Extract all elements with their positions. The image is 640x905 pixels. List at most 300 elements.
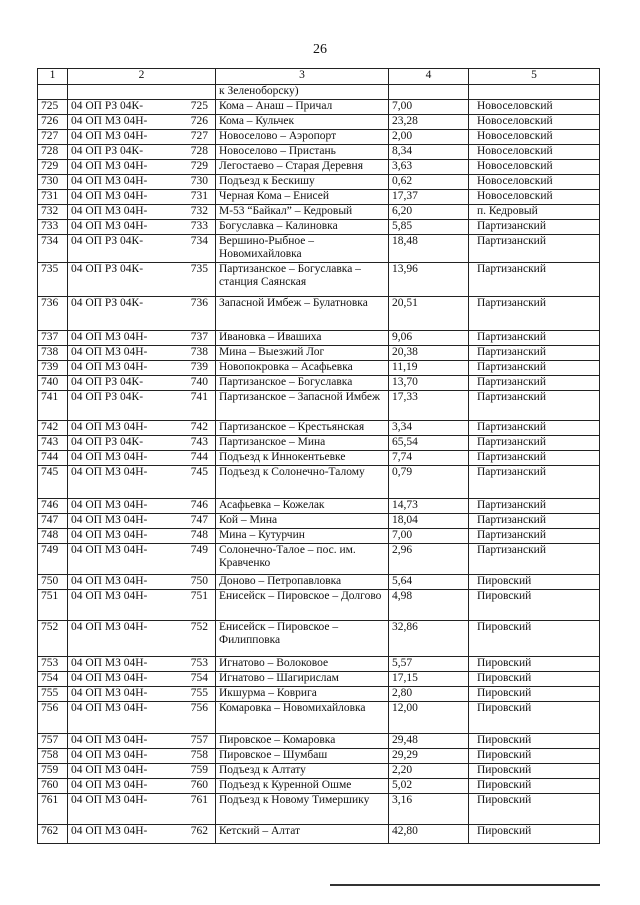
cell-code [68, 749, 216, 764]
table-row [38, 421, 600, 436]
road-number: 762 [190, 825, 208, 837]
cell-code [68, 779, 216, 794]
cell-district [469, 85, 600, 100]
cell-district: Партизанский [469, 514, 600, 529]
road-number: 758 [190, 749, 208, 761]
cell-district: Новоселовский [469, 145, 600, 160]
cell-index: 725 [38, 100, 68, 115]
cell-length: 18,04 [389, 514, 469, 529]
cell-index: 729 [38, 160, 68, 175]
cell-road-name: к Зеленоборску) [216, 85, 389, 100]
cell-road-name: Игнатово – Волоковое [216, 657, 389, 672]
cell-length: 7,74 [389, 451, 469, 466]
cell-length: 7,00 [389, 529, 469, 544]
road-number: 737 [190, 331, 208, 343]
cell-length: 3,63 [389, 160, 469, 175]
cell-index: 735 [38, 263, 68, 297]
road-number: 726 [190, 115, 208, 127]
cell-district: Пировский [469, 575, 600, 590]
road-code: 04 ОП МЗ 04Н- [71, 825, 148, 837]
road-number: 753 [190, 657, 208, 669]
cell-road-name: Пировское – Шумбаш [216, 749, 389, 764]
cell-road-name: Черная Кома – Енисей [216, 190, 389, 205]
cell-district: Партизанский [469, 331, 600, 346]
cell-length: 20,51 [389, 297, 469, 331]
road-code: 04 ОП РЗ 04К- [71, 263, 144, 275]
cell-index: 750 [38, 575, 68, 590]
road-code: 04 ОП РЗ 04К- [71, 145, 144, 157]
cell-road-name: Легостаево – Старая Деревня [216, 160, 389, 175]
cell-index: 740 [38, 376, 68, 391]
cell-road-name: Кетский – Алтат [216, 825, 389, 844]
road-code: 04 ОП МЗ 04Н- [71, 421, 148, 433]
cell-index: 742 [38, 421, 68, 436]
cell-length: 2,80 [389, 687, 469, 702]
cell-index: 752 [38, 621, 68, 657]
road-code: 04 ОП МЗ 04Н- [71, 346, 148, 358]
header-cell: 2 [68, 69, 216, 85]
cell-district: Пировский [469, 590, 600, 621]
cell-index: 760 [38, 779, 68, 794]
header-row [38, 69, 600, 85]
cell-road-name: Кома – Анаш – Причал [216, 100, 389, 115]
cell-length: 4,98 [389, 590, 469, 621]
cell-length: 65,54 [389, 436, 469, 451]
cell-code [68, 100, 216, 115]
cell-index [38, 85, 68, 100]
table-row [38, 190, 600, 205]
cell-road-name: Партизанское – Богуславка [216, 376, 389, 391]
cell-code [68, 346, 216, 361]
road-code: 04 ОП МЗ 04Н- [71, 779, 148, 791]
road-code: 04 ОП МЗ 04Н- [71, 220, 148, 232]
cell-code [68, 466, 216, 499]
cell-length: 9,06 [389, 331, 469, 346]
cell-road-name: Енисейск – Пировское – Филипповка [216, 621, 389, 657]
cell-district: Партизанский [469, 346, 600, 361]
cell-index: 761 [38, 794, 68, 825]
cell-code [68, 145, 216, 160]
table-row [38, 160, 600, 175]
table-row [38, 220, 600, 235]
cell-code [68, 621, 216, 657]
cell-length: 17,33 [389, 391, 469, 421]
road-number: 733 [190, 220, 208, 232]
cell-code [68, 575, 216, 590]
cell-code [68, 436, 216, 451]
cell-district: Партизанский [469, 220, 600, 235]
road-code: 04 ОП МЗ 04Н- [71, 190, 148, 202]
road-code: 04 ОП МЗ 04Н- [71, 130, 148, 142]
road-code: 04 ОП МЗ 04Н- [71, 749, 148, 761]
cell-code [68, 130, 216, 145]
cell-district: Партизанский [469, 361, 600, 376]
road-code: 04 ОП МЗ 04Н- [71, 764, 148, 776]
cell-length: 6,20 [389, 205, 469, 220]
cell-road-name: Новоселово – Пристань [216, 145, 389, 160]
cell-length: 5,64 [389, 575, 469, 590]
cell-road-name: Асафьевка – Кожелак [216, 499, 389, 514]
cell-road-name: М-53 “Байкал” – Кедровый [216, 205, 389, 220]
table-row [38, 514, 600, 529]
cell-index: 728 [38, 145, 68, 160]
cell-index: 745 [38, 466, 68, 499]
cell-index: 755 [38, 687, 68, 702]
cell-index: 743 [38, 436, 68, 451]
cell-length: 5,02 [389, 779, 469, 794]
cell-code [68, 544, 216, 575]
cell-district: Пировский [469, 779, 600, 794]
cell-code [68, 825, 216, 844]
road-code: 04 ОП МЗ 04Н- [71, 621, 148, 633]
table-row [38, 764, 600, 779]
cell-district: Партизанский [469, 376, 600, 391]
table-row [38, 702, 600, 734]
cell-district: Партизанский [469, 451, 600, 466]
cell-district: Пировский [469, 621, 600, 657]
cell-code [68, 85, 216, 100]
cell-length: 3,16 [389, 794, 469, 825]
road-number: 729 [190, 160, 208, 172]
cell-district: Новоселовский [469, 190, 600, 205]
road-code: 04 ОП РЗ 04К- [71, 100, 144, 112]
table-row [38, 621, 600, 657]
cell-road-name: Партизанское – Запасной Имбеж [216, 391, 389, 421]
table-row [38, 734, 600, 749]
cell-road-name: Подъезд к Иннокентьевке [216, 451, 389, 466]
cell-index: 749 [38, 544, 68, 575]
cell-district: Пировский [469, 749, 600, 764]
road-code: 04 ОП МЗ 04Н- [71, 672, 148, 684]
road-number: 740 [190, 376, 208, 388]
header-cell: 5 [469, 69, 600, 85]
cell-length: 29,48 [389, 734, 469, 749]
cell-index: 753 [38, 657, 68, 672]
table-row [38, 391, 600, 421]
cell-index: 734 [38, 235, 68, 263]
road-code: 04 ОП МЗ 04Н- [71, 590, 148, 602]
cell-district: Пировский [469, 825, 600, 844]
cell-district: Партизанский [469, 544, 600, 575]
header-cell: 3 [216, 69, 389, 85]
table-body [38, 85, 600, 844]
cell-length: 23,28 [389, 115, 469, 130]
cell-road-name: Подъезд к Бескишу [216, 175, 389, 190]
table-row [38, 361, 600, 376]
road-number: 736 [190, 297, 208, 309]
cell-road-name: Мина – Кутурчин [216, 529, 389, 544]
cell-district: Новоселовский [469, 130, 600, 145]
cell-road-name: Мина – Выезжий Лог [216, 346, 389, 361]
cell-code [68, 297, 216, 331]
cell-road-name: Игнатово – Шагирислам [216, 672, 389, 687]
cell-district: Пировский [469, 734, 600, 749]
road-number: 754 [190, 672, 208, 684]
road-number: 746 [190, 499, 208, 511]
cell-code [68, 687, 216, 702]
table-row [38, 145, 600, 160]
road-number: 732 [190, 205, 208, 217]
cell-length: 12,00 [389, 702, 469, 734]
cell-road-name: Икшурма – Коврига [216, 687, 389, 702]
table-row [38, 376, 600, 391]
cell-road-name: Ивановка – Ивашиха [216, 331, 389, 346]
cell-length: 17,15 [389, 672, 469, 687]
cell-district: Новоселовский [469, 175, 600, 190]
cell-index: 736 [38, 297, 68, 331]
road-code: 04 ОП МЗ 04Н- [71, 575, 148, 587]
cell-index: 731 [38, 190, 68, 205]
cell-district: Пировский [469, 657, 600, 672]
cell-road-name: Солонечно-Талое – пос. им. Кравченко [216, 544, 389, 575]
cell-code [68, 190, 216, 205]
cell-district: Пировский [469, 702, 600, 734]
table-row [38, 297, 600, 331]
road-number: 751 [190, 590, 208, 602]
cell-index: 726 [38, 115, 68, 130]
road-code: 04 ОП МЗ 04Н- [71, 331, 148, 343]
road-number: 728 [190, 145, 208, 157]
road-number: 725 [190, 100, 208, 112]
cell-road-name: Новопокровка – Асафьевка [216, 361, 389, 376]
cell-length: 0,62 [389, 175, 469, 190]
cell-index: 741 [38, 391, 68, 421]
road-number: 743 [190, 436, 208, 448]
road-number: 761 [190, 794, 208, 806]
cell-road-name: Новоселово – Аэропорт [216, 130, 389, 145]
cell-district: Новоселовский [469, 160, 600, 175]
cell-district: Партизанский [469, 499, 600, 514]
roads-table [37, 68, 600, 844]
cell-district: п. Кедровый [469, 205, 600, 220]
table-row [38, 100, 600, 115]
road-code: 04 ОП МЗ 04Н- [71, 466, 148, 478]
cell-code [68, 529, 216, 544]
table-row [38, 263, 600, 297]
road-code: 04 ОП МЗ 04Н- [71, 657, 148, 669]
cell-district: Пировский [469, 764, 600, 779]
table-row [38, 529, 600, 544]
cell-length: 13,96 [389, 263, 469, 297]
table-row [38, 794, 600, 825]
cell-district: Партизанский [469, 297, 600, 331]
road-code: 04 ОП МЗ 04Н- [71, 544, 148, 556]
road-number: 742 [190, 421, 208, 433]
cell-code [68, 331, 216, 346]
road-code: 04 ОП МЗ 04Н- [71, 205, 148, 217]
cell-index: 733 [38, 220, 68, 235]
road-code: 04 ОП РЗ 04К- [71, 235, 144, 247]
cell-road-name: Доново – Петропавловка [216, 575, 389, 590]
cell-length: 29,29 [389, 749, 469, 764]
table-row [38, 175, 600, 190]
road-number: 747 [190, 514, 208, 526]
road-number: 760 [190, 779, 208, 791]
cell-code [68, 702, 216, 734]
cell-length: 42,80 [389, 825, 469, 844]
header-cell: 1 [38, 69, 68, 85]
road-number: 739 [190, 361, 208, 373]
road-number: 752 [190, 621, 208, 633]
cell-district: Партизанский [469, 391, 600, 421]
road-number: 745 [190, 466, 208, 478]
cell-length: 2,20 [389, 764, 469, 779]
cell-length: 18,48 [389, 235, 469, 263]
cell-length: 0,79 [389, 466, 469, 499]
table-row [38, 451, 600, 466]
cell-code [68, 175, 216, 190]
road-number: 738 [190, 346, 208, 358]
road-code: 04 ОП МЗ 04Н- [71, 499, 148, 511]
cell-index: 746 [38, 499, 68, 514]
cell-length: 3,34 [389, 421, 469, 436]
cell-district: Партизанский [469, 263, 600, 297]
cell-district: Партизанский [469, 436, 600, 451]
cell-code [68, 764, 216, 779]
road-code: 04 ОП МЗ 04Н- [71, 451, 148, 463]
cell-index: 727 [38, 130, 68, 145]
cell-index: 748 [38, 529, 68, 544]
table-row [38, 346, 600, 361]
cell-district: Партизанский [469, 421, 600, 436]
cell-code [68, 421, 216, 436]
road-number: 748 [190, 529, 208, 541]
road-number: 756 [190, 702, 208, 714]
bottom-rule [330, 884, 600, 886]
road-number: 750 [190, 575, 208, 587]
table-row [38, 779, 600, 794]
cell-road-name: Енисейск – Пировское – Долгово [216, 590, 389, 621]
cell-index: 730 [38, 175, 68, 190]
cell-road-name: Вершино-Рыбное – Новомихайловка [216, 235, 389, 263]
cell-index: 737 [38, 331, 68, 346]
cell-road-name: Кой – Мина [216, 514, 389, 529]
cell-index: 739 [38, 361, 68, 376]
road-code: 04 ОП МЗ 04Н- [71, 734, 148, 746]
table-row [38, 575, 600, 590]
cell-code [68, 794, 216, 825]
table-row [38, 672, 600, 687]
road-number: 744 [190, 451, 208, 463]
table-row [38, 687, 600, 702]
cell-road-name: Пировское – Комаровка [216, 734, 389, 749]
road-number: 727 [190, 130, 208, 142]
road-code: 04 ОП МЗ 04Н- [71, 514, 148, 526]
road-code: 04 ОП РЗ 04К- [71, 376, 144, 388]
road-number: 757 [190, 734, 208, 746]
table-row [38, 235, 600, 263]
cell-index: 732 [38, 205, 68, 220]
cell-road-name: Партизанское – Крестьянская [216, 421, 389, 436]
cell-code [68, 361, 216, 376]
road-code: 04 ОП МЗ 04Н- [71, 115, 148, 127]
cell-length: 17,37 [389, 190, 469, 205]
table-row [38, 499, 600, 514]
cell-code [68, 657, 216, 672]
road-number: 759 [190, 764, 208, 776]
cell-code [68, 115, 216, 130]
cell-road-name: Партизанское – Мина [216, 436, 389, 451]
cell-road-name: Богуславка – Калиновка [216, 220, 389, 235]
cell-index: 754 [38, 672, 68, 687]
table-row [38, 825, 600, 844]
cell-code [68, 451, 216, 466]
cell-code [68, 263, 216, 297]
cell-code [68, 590, 216, 621]
cell-index: 759 [38, 764, 68, 779]
cell-district: Партизанский [469, 235, 600, 263]
cell-district: Пировский [469, 672, 600, 687]
road-number: 741 [190, 391, 208, 403]
cell-length: 11,19 [389, 361, 469, 376]
table-row [38, 331, 600, 346]
road-number: 755 [190, 687, 208, 699]
cell-code [68, 499, 216, 514]
cell-length: 5,57 [389, 657, 469, 672]
road-code: 04 ОП РЗ 04К- [71, 297, 144, 309]
road-code: 04 ОП МЗ 04Н- [71, 702, 148, 714]
cell-index: 758 [38, 749, 68, 764]
road-number: 730 [190, 175, 208, 187]
road-number: 749 [190, 544, 208, 556]
table-row [38, 749, 600, 764]
cell-road-name: Подъезд к Куренной Ошме [216, 779, 389, 794]
table-row [38, 205, 600, 220]
cell-index: 762 [38, 825, 68, 844]
cell-length: 2,00 [389, 130, 469, 145]
cell-district: Партизанский [469, 529, 600, 544]
cell-district: Пировский [469, 687, 600, 702]
cell-district: Новоселовский [469, 100, 600, 115]
table-row [38, 466, 600, 499]
cell-road-name: Подъезд к Солонечно-Талому [216, 466, 389, 499]
cell-index: 757 [38, 734, 68, 749]
road-code: 04 ОП МЗ 04Н- [71, 175, 148, 187]
road-number: 734 [190, 235, 208, 247]
road-code: 04 ОП МЗ 04Н- [71, 361, 148, 373]
road-code: 04 ОП МЗ 04Н- [71, 687, 148, 699]
header-cell: 4 [389, 69, 469, 85]
page-number: 26 [313, 42, 327, 57]
table-row [38, 590, 600, 621]
road-number: 731 [190, 190, 208, 202]
cell-length: 8,34 [389, 145, 469, 160]
cell-code [68, 391, 216, 421]
cell-district: Партизанский [469, 466, 600, 499]
road-code: 04 ОП МЗ 04Н- [71, 160, 148, 172]
table-row [38, 436, 600, 451]
table-row [38, 130, 600, 145]
cell-code [68, 205, 216, 220]
cell-length [389, 85, 469, 100]
cell-index: 747 [38, 514, 68, 529]
cell-road-name: Кома – Кульчек [216, 115, 389, 130]
cell-length: 2,96 [389, 544, 469, 575]
table-row [38, 115, 600, 130]
road-code: 04 ОП МЗ 04Н- [71, 529, 148, 541]
cell-index: 744 [38, 451, 68, 466]
cell-code [68, 376, 216, 391]
cell-code [68, 160, 216, 175]
cell-length: 13,70 [389, 376, 469, 391]
cell-road-name: Подъезд к Алтату [216, 764, 389, 779]
cell-code [68, 235, 216, 263]
cell-length: 5,85 [389, 220, 469, 235]
table-row [38, 544, 600, 575]
cell-road-name: Запасной Имбеж – Булатновка [216, 297, 389, 331]
cell-length: 7,00 [389, 100, 469, 115]
road-code: 04 ОП МЗ 04Н- [71, 794, 148, 806]
